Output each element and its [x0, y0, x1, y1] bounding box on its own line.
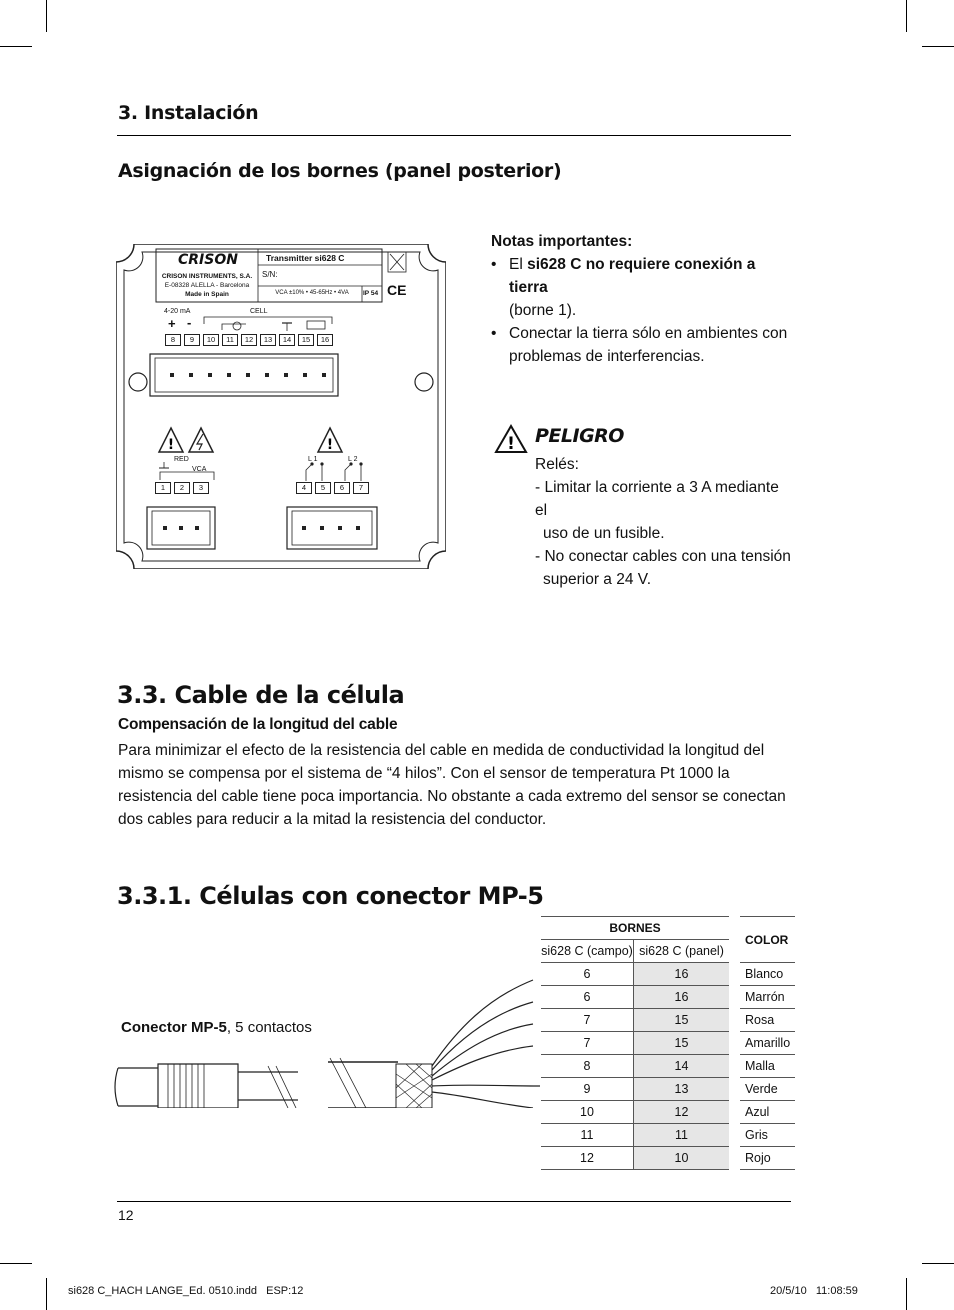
terminal-number: 1 — [155, 482, 171, 494]
cell-color: Rojo — [740, 1147, 795, 1170]
terminal-number: 12 — [241, 334, 257, 346]
crop-mark — [922, 1263, 954, 1264]
table-row — [740, 1009, 795, 1032]
svg-text:!: ! — [507, 434, 515, 454]
table-row — [541, 1078, 729, 1101]
svg-text:!: ! — [167, 437, 175, 453]
terminal-number: 11 — [222, 334, 238, 346]
note-text: El — [509, 256, 528, 273]
table-row — [740, 1032, 795, 1055]
crop-mark — [0, 1263, 32, 1264]
color-table — [740, 916, 795, 1170]
table-row — [740, 1147, 795, 1170]
slug-timestamp: 20/5/10 11:08:59 — [770, 1285, 858, 1297]
minus-sign: - — [187, 315, 192, 330]
crop-mark — [906, 0, 907, 32]
note-item: • Conectar la tierra sólo en ambientes con problemas de interferencias. — [491, 322, 791, 368]
terminal-number: 2 — [174, 482, 190, 494]
section-heading: 3. Instalación — [118, 102, 259, 124]
col-header-panel: si628 C (panel) — [634, 940, 730, 963]
cell-campo: 7 — [541, 1009, 634, 1032]
table-row — [541, 1055, 729, 1078]
rear-panel-diagram — [116, 244, 446, 569]
mp5-heading: 3.3.1. Células con conector MP-5 — [117, 882, 544, 910]
cell-campo: 6 — [541, 963, 634, 986]
warning-icon — [494, 424, 528, 454]
terminal-number: 13 — [260, 334, 276, 346]
terminal-number: 6 — [334, 482, 350, 494]
relay-terminal-strip — [296, 482, 369, 494]
crop-mark — [46, 0, 47, 32]
label-vca: VCA — [192, 466, 207, 473]
cell-campo: 6 — [541, 986, 634, 1009]
danger-title: PELIGRO — [535, 425, 624, 447]
terminal-number: 5 — [315, 482, 331, 494]
label-l2: L 2 — [348, 456, 358, 463]
table-row — [541, 1101, 729, 1124]
connector-label-rest: , 5 contactos — [226, 1019, 312, 1036]
cell-campo: 7 — [541, 1032, 634, 1055]
connector-label-bold: Conector MP-5 — [121, 1019, 227, 1036]
compensation-heading: Compensación de la longitud del cable — [118, 716, 398, 733]
cell-color: Azul — [740, 1101, 795, 1124]
cell-color: Amarillo — [740, 1032, 795, 1055]
cell-panel: 16 — [634, 986, 730, 1009]
terminal-number: 7 — [353, 482, 369, 494]
notes-list — [491, 253, 791, 368]
cell-panel: 11 — [634, 1124, 730, 1147]
table-row — [541, 1147, 729, 1170]
cable-heading: 3.3. Cable de la célula — [117, 681, 405, 709]
cell-campo: 8 — [541, 1055, 634, 1078]
crop-mark — [0, 46, 32, 47]
table-row — [740, 1078, 795, 1101]
danger-line: - Limitar la corriente a 3 A mediante el — [535, 479, 779, 519]
ip-rating: IP 54 — [363, 290, 379, 297]
danger-subtitle: Relés: — [535, 456, 579, 473]
compensation-text: Para minimizar el efecto de la resistencia del cable en medida de conductividad la longitud del mismo se compensa por el sistema de “4 hilos”. Con el sensor de temperatura Pt 1000 la resistencia del cable tiene poca importancia. No obstante a cada extremo del sensor se conectan dos cables para reducir a la mitad la resistencia del conductor. — [118, 742, 786, 828]
brand-logo: CRISON — [178, 252, 238, 268]
company-name: CRISON INSTRUMENTS, S.A. — [161, 273, 253, 280]
cell-panel: 15 — [634, 1032, 730, 1055]
crop-mark — [922, 46, 954, 47]
terminal-number: 15 — [298, 334, 314, 346]
company-address: E-08328 ALELLA - Barcelona — [164, 282, 250, 289]
header-rule — [117, 135, 791, 136]
terminals-table — [541, 916, 729, 1170]
label-420ma: 4-20 mA — [164, 308, 191, 315]
notes-title: Notas importantes: — [491, 233, 633, 250]
note-emphasis: si628 C no requiere conexión a tierra — [509, 256, 756, 296]
footer-rule — [117, 1201, 791, 1202]
cell-campo: 12 — [541, 1147, 634, 1170]
serial-label: S/N: — [262, 270, 278, 279]
cell-panel: 12 — [634, 1101, 730, 1124]
terminal-number: 3 — [193, 482, 209, 494]
cell-color: Blanco — [740, 963, 795, 986]
notes-block — [491, 230, 791, 368]
cell-campo: 10 — [541, 1101, 634, 1124]
cell-panel: 14 — [634, 1055, 730, 1078]
cell-color: Verde — [740, 1078, 795, 1101]
cell-campo: 11 — [541, 1124, 634, 1147]
terminal-number: 9 — [184, 334, 200, 346]
cell-panel: 15 — [634, 1009, 730, 1032]
cell-color: Malla — [740, 1055, 795, 1078]
color-header: COLOR — [740, 917, 795, 963]
label-red: RED — [174, 456, 189, 463]
cell-panel: 16 — [634, 963, 730, 986]
cell-panel: 13 — [634, 1078, 730, 1101]
table-row — [740, 1101, 795, 1124]
label-l1: L 1 — [308, 456, 318, 463]
plus-sign: + — [168, 316, 176, 331]
danger-line: superior a 24 V. — [543, 571, 652, 588]
top-terminal-strip — [165, 334, 333, 346]
cable-diagram — [108, 968, 548, 1108]
table-row — [740, 963, 795, 986]
terminal-number: 14 — [279, 334, 295, 346]
made-in: Made in Spain — [185, 291, 229, 298]
slug-file-info: si628 C_HACH LANGE_Ed. 0510.indd ESP:12 — [68, 1285, 304, 1297]
model-name: Transmitter si628 C — [266, 253, 345, 263]
danger-block — [535, 453, 795, 591]
label-cell: CELL — [250, 308, 268, 315]
note-text: (borne 1). — [509, 302, 577, 319]
table-row — [740, 986, 795, 1009]
terminal-number: 10 — [203, 334, 219, 346]
panel-heading: Asignación de los bornes (panel posterior) — [118, 160, 562, 182]
danger-line: - No conectar cables con una tensión — [535, 548, 791, 565]
crop-mark — [906, 1278, 907, 1310]
cell-campo: 9 — [541, 1078, 634, 1101]
svg-text:!: ! — [326, 437, 334, 453]
col-header-campo: si628 C (campo) — [541, 940, 634, 963]
cell-panel: 10 — [634, 1147, 730, 1170]
note-item — [491, 253, 791, 322]
table-row — [541, 986, 729, 1009]
table-row — [541, 1032, 729, 1055]
power-terminal-strip — [155, 482, 209, 494]
ce-mark: CE — [387, 282, 407, 298]
cell-color: Marrón — [740, 986, 795, 1009]
cell-color: Gris — [740, 1124, 795, 1147]
table-row — [541, 963, 729, 986]
power-rating: VCA ±10% • 45-65Hz • 4VA — [275, 290, 349, 296]
terminal-number: 8 — [165, 334, 181, 346]
terminal-number: 4 — [296, 482, 312, 494]
page-number: 12 — [118, 1207, 134, 1223]
table-row — [541, 1009, 729, 1032]
table-row — [541, 1124, 729, 1147]
table-row — [740, 1055, 795, 1078]
crop-mark — [46, 1278, 47, 1310]
table-row — [740, 1124, 795, 1147]
cell-color: Rosa — [740, 1009, 795, 1032]
danger-line: uso de un fusible. — [543, 525, 665, 542]
table-group-header: BORNES — [541, 917, 729, 940]
terminal-number: 16 — [317, 334, 333, 346]
